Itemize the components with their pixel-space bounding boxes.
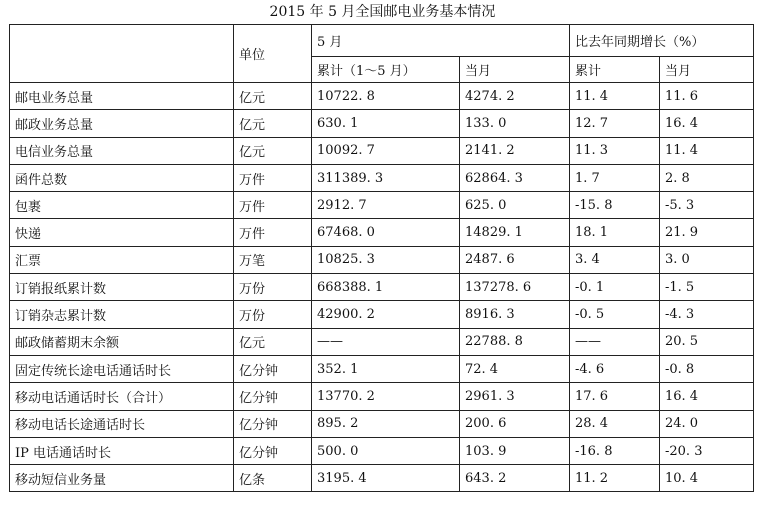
- row-growth-month: 16. 4: [660, 383, 754, 410]
- row-name: IP 电话通话时长: [10, 437, 234, 464]
- row-cumulative-value: 352. 1: [312, 355, 460, 382]
- row-growth-cumulative: 11. 3: [570, 137, 660, 164]
- header-cumulative: 累计（1～5 月）: [312, 57, 460, 83]
- row-cumulative-value: 3195. 4: [312, 465, 460, 492]
- row-cumulative-value: 10092. 7: [312, 137, 460, 164]
- table-row: [10, 274, 754, 301]
- row-unit: 万件: [234, 219, 312, 246]
- header-blank-cell: [10, 25, 234, 83]
- header-growth-month: 当月: [660, 57, 754, 83]
- row-month-value: 643. 2: [460, 465, 570, 492]
- row-month-value: 4274. 2: [460, 83, 570, 110]
- row-growth-cumulative: -0. 1: [570, 274, 660, 301]
- row-cumulative-value: 895. 2: [312, 410, 460, 437]
- row-month-value: 22788. 8: [460, 328, 570, 355]
- row-month-value: 2961. 3: [460, 383, 570, 410]
- table-row: [10, 328, 754, 355]
- table-row: [10, 192, 754, 219]
- row-unit: 万件: [234, 164, 312, 191]
- row-name: 移动短信业务量: [10, 465, 234, 492]
- row-unit: 亿分钟: [234, 383, 312, 410]
- row-month-value: 103. 9: [460, 437, 570, 464]
- row-growth-cumulative: -0. 5: [570, 301, 660, 328]
- row-name: 函件总数: [10, 164, 234, 191]
- row-growth-month: -20. 3: [660, 437, 754, 464]
- row-month-value: 2141. 2: [460, 137, 570, 164]
- row-unit: 亿元: [234, 137, 312, 164]
- row-cumulative-value: 630. 1: [312, 110, 460, 137]
- row-cumulative-value: 10722. 8: [312, 83, 460, 110]
- row-unit: 万笔: [234, 246, 312, 273]
- row-growth-cumulative: -16. 8: [570, 437, 660, 464]
- row-cumulative-value: 500. 0: [312, 437, 460, 464]
- header-growth-cumulative: 累计: [570, 57, 660, 83]
- row-unit: 万份: [234, 301, 312, 328]
- row-growth-month: 3. 0: [660, 246, 754, 273]
- row-name: 电信业务总量: [10, 137, 234, 164]
- row-cumulative-value: 2912. 7: [312, 192, 460, 219]
- table-row: [10, 301, 754, 328]
- table-row: [10, 383, 754, 410]
- row-growth-cumulative: ——: [570, 328, 660, 355]
- row-growth-month: -1. 5: [660, 274, 754, 301]
- row-growth-cumulative: 11. 4: [570, 83, 660, 110]
- row-month-value: 133. 0: [460, 110, 570, 137]
- row-growth-month: -5. 3: [660, 192, 754, 219]
- row-unit: 亿元: [234, 83, 312, 110]
- header-unit: 单位: [234, 25, 312, 83]
- row-growth-month: -0. 8: [660, 355, 754, 382]
- row-growth-cumulative: 12. 7: [570, 110, 660, 137]
- row-growth-cumulative: -4. 6: [570, 355, 660, 382]
- row-cumulative-value: 311389. 3: [312, 164, 460, 191]
- row-name: 固定传统长途电话通话时长: [10, 355, 234, 382]
- row-month-value: 2487. 6: [460, 246, 570, 273]
- row-cumulative-value: 13770. 2: [312, 383, 460, 410]
- header-may: 5 月: [312, 25, 570, 57]
- table-row: [10, 410, 754, 437]
- row-name: 邮政业务总量: [10, 110, 234, 137]
- row-cumulative-value: 10825. 3: [312, 246, 460, 273]
- table-row: [10, 164, 754, 191]
- row-growth-month: 11. 4: [660, 137, 754, 164]
- row-name: 汇票: [10, 246, 234, 273]
- row-unit: 亿分钟: [234, 437, 312, 464]
- row-month-value: 200. 6: [460, 410, 570, 437]
- row-month-value: 625. 0: [460, 192, 570, 219]
- row-growth-month: 16. 4: [660, 110, 754, 137]
- table-row: [10, 137, 754, 164]
- row-growth-month: 24. 0: [660, 410, 754, 437]
- row-growth-month: 2. 8: [660, 164, 754, 191]
- row-name: 移动电话通话时长（合计）: [10, 383, 234, 410]
- row-name: 订销杂志累计数: [10, 301, 234, 328]
- row-unit: 亿分钟: [234, 355, 312, 382]
- row-name: 包裹: [10, 192, 234, 219]
- row-month-value: 8916. 3: [460, 301, 570, 328]
- row-name: 邮政储蓄期末余额: [10, 328, 234, 355]
- row-month-value: 72. 4: [460, 355, 570, 382]
- row-unit: 亿元: [234, 110, 312, 137]
- row-name: 快递: [10, 219, 234, 246]
- row-unit: 万件: [234, 192, 312, 219]
- row-unit: 万份: [234, 274, 312, 301]
- row-growth-month: -4. 3: [660, 301, 754, 328]
- row-cumulative-value: 42900. 2: [312, 301, 460, 328]
- row-name: 移动电话长途通话时长: [10, 410, 234, 437]
- table-row: [10, 246, 754, 273]
- row-growth-month: 11. 6: [660, 83, 754, 110]
- row-growth-month: 21. 9: [660, 219, 754, 246]
- row-unit: 亿元: [234, 328, 312, 355]
- row-cumulative-value: ——: [312, 328, 460, 355]
- header-month: 当月: [460, 57, 570, 83]
- row-growth-month: 20. 5: [660, 328, 754, 355]
- row-cumulative-value: 67468. 0: [312, 219, 460, 246]
- row-month-value: 62864. 3: [460, 164, 570, 191]
- table-row: [10, 110, 754, 137]
- row-growth-cumulative: 11. 2: [570, 465, 660, 492]
- statistics-table: [9, 24, 754, 492]
- table-row: [10, 219, 754, 246]
- row-growth-cumulative: 18. 1: [570, 219, 660, 246]
- row-month-value: 137278. 6: [460, 274, 570, 301]
- row-growth-cumulative: 17. 6: [570, 383, 660, 410]
- table-row: [10, 437, 754, 464]
- row-cumulative-value: 668388. 1: [312, 274, 460, 301]
- header-growth: 比去年同期增长（%）: [570, 25, 754, 57]
- table-row: [10, 83, 754, 110]
- table-row: [10, 465, 754, 492]
- table-row: [10, 355, 754, 382]
- table-title: 2015 年 5 月全国邮电业务基本情况: [269, 4, 496, 20]
- row-name: 订销报纸累计数: [10, 274, 234, 301]
- header-row-1: [10, 25, 754, 57]
- table-body: [10, 83, 754, 492]
- row-growth-month: 10. 4: [660, 465, 754, 492]
- row-growth-cumulative: 28. 4: [570, 410, 660, 437]
- row-month-value: 14829. 1: [460, 219, 570, 246]
- row-growth-cumulative: 3. 4: [570, 246, 660, 273]
- row-unit: 亿分钟: [234, 410, 312, 437]
- row-name: 邮电业务总量: [10, 83, 234, 110]
- row-growth-cumulative: 1. 7: [570, 164, 660, 191]
- row-unit: 亿条: [234, 465, 312, 492]
- row-growth-cumulative: -15. 8: [570, 192, 660, 219]
